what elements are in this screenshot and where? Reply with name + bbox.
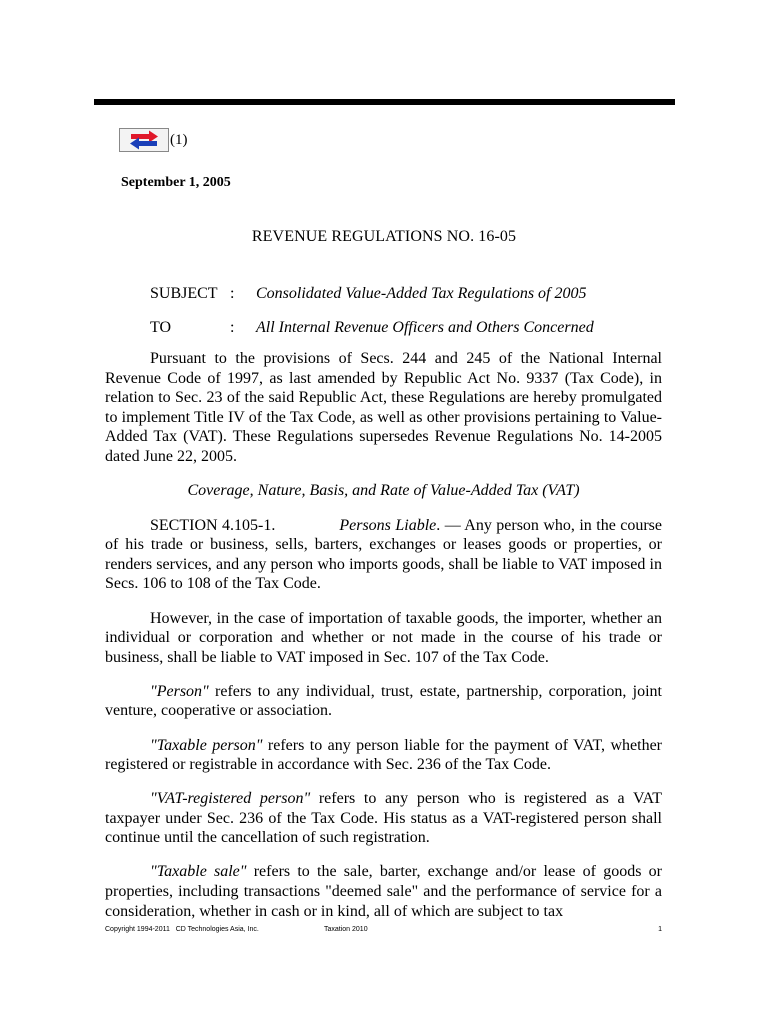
document-date: September 1, 2005	[121, 175, 231, 190]
definition-paragraph	[105, 789, 662, 848]
footer-taxation: Taxation 2010	[324, 926, 368, 933]
subject-label: SUBJECT	[150, 285, 218, 302]
definition-term: "Person"	[150, 682, 209, 700]
definition-text: refers to any person liable for the payment of VAT, whether registered or registrable in accordance with Sec. 236 of the Tax Code.	[105, 736, 662, 774]
footer-copyright: Copyright 1994-2011 CD Technologies Asia, Inc.	[105, 926, 259, 933]
definition-paragraph	[105, 862, 662, 921]
navigation-number: (1)	[170, 131, 188, 148]
section-heading: Coverage, Nature, Basis, and Rate of Value-Added Tax (VAT)	[187, 482, 580, 500]
definition-text: refers to any individual, trust, estate, partnership, corporation, joint venture, cooperative or association.	[105, 682, 662, 720]
definition-term: "Taxable sale"	[150, 863, 247, 881]
swap-arrows-icon	[128, 130, 160, 150]
to-row	[150, 319, 594, 337]
top-rule	[94, 99, 675, 105]
preamble-paragraph: Pursuant to the provisions of Secs. 244 and 245 of the National Internal Revenue Code of 1997, as last amended by Republic Act No. 9337 (Tax Code), in relation to Sec. 23 of the said Republic Act, these Regulations are hereby promulgated to implement Title IV of the Tax Code, as well as other provisions pertaining to Value-Added Tax (VAT). These Regulations supersedes Revenue Regulations No. 14-2005 dated June 22, 2005.	[105, 350, 662, 465]
section-text: . — Any person who, in the course of his trade or business, sells, barters, exchanges or leases goods or properties, or renders services, and any person who imports goods, shall be liable to VAT imposed in Secs. 106 to 108 of the Tax Code.	[105, 516, 663, 593]
definition-text: refers to the sale, barter, exchange and/or lease of goods or properties, including transactions "deemed sale" and the performance of service for a consideration, whether in cash or in kind, all of which are subject to tax	[105, 863, 662, 920]
subject-row	[150, 285, 587, 303]
document-title: REVENUE REGULATIONS NO. 16-05	[251, 228, 517, 245]
page-footer	[105, 926, 662, 933]
definition-paragraph	[105, 736, 662, 775]
section-paragraph	[105, 516, 662, 594]
footer-page-number: 1	[658, 926, 662, 933]
subject-value: Consolidated Value-Added Tax Regulations of 2005	[256, 285, 587, 302]
definition-term: "VAT-registered person"	[150, 790, 311, 808]
document-body	[105, 349, 662, 936]
navigation-button[interactable]	[119, 128, 169, 152]
section-number: SECTION 4.105-1.	[150, 516, 276, 534]
to-label: TO	[150, 319, 172, 336]
definition-paragraph	[105, 682, 662, 721]
section-title: Persons Liable	[339, 516, 437, 534]
subject-colon: :	[230, 285, 235, 302]
to-value: All Internal Revenue Officers and Others Concerned	[256, 319, 594, 336]
definition-term: "Taxable person"	[150, 736, 263, 754]
definition-text: refers to any person who is registered as a VAT taxpayer under Sec. 236 of the Tax Code. His status as a VAT-registered person shall continue until the cancellation of such registration.	[105, 790, 663, 847]
importation-paragraph: However, in the case of importation of taxable goods, the importer, whether an individual or corporation and whether or not made in the course of his trade or business, shall be liable to VAT imposed in Sec. 107 of the Tax Code.	[105, 609, 662, 666]
navigation-link	[119, 127, 188, 153]
to-colon: :	[230, 319, 235, 336]
